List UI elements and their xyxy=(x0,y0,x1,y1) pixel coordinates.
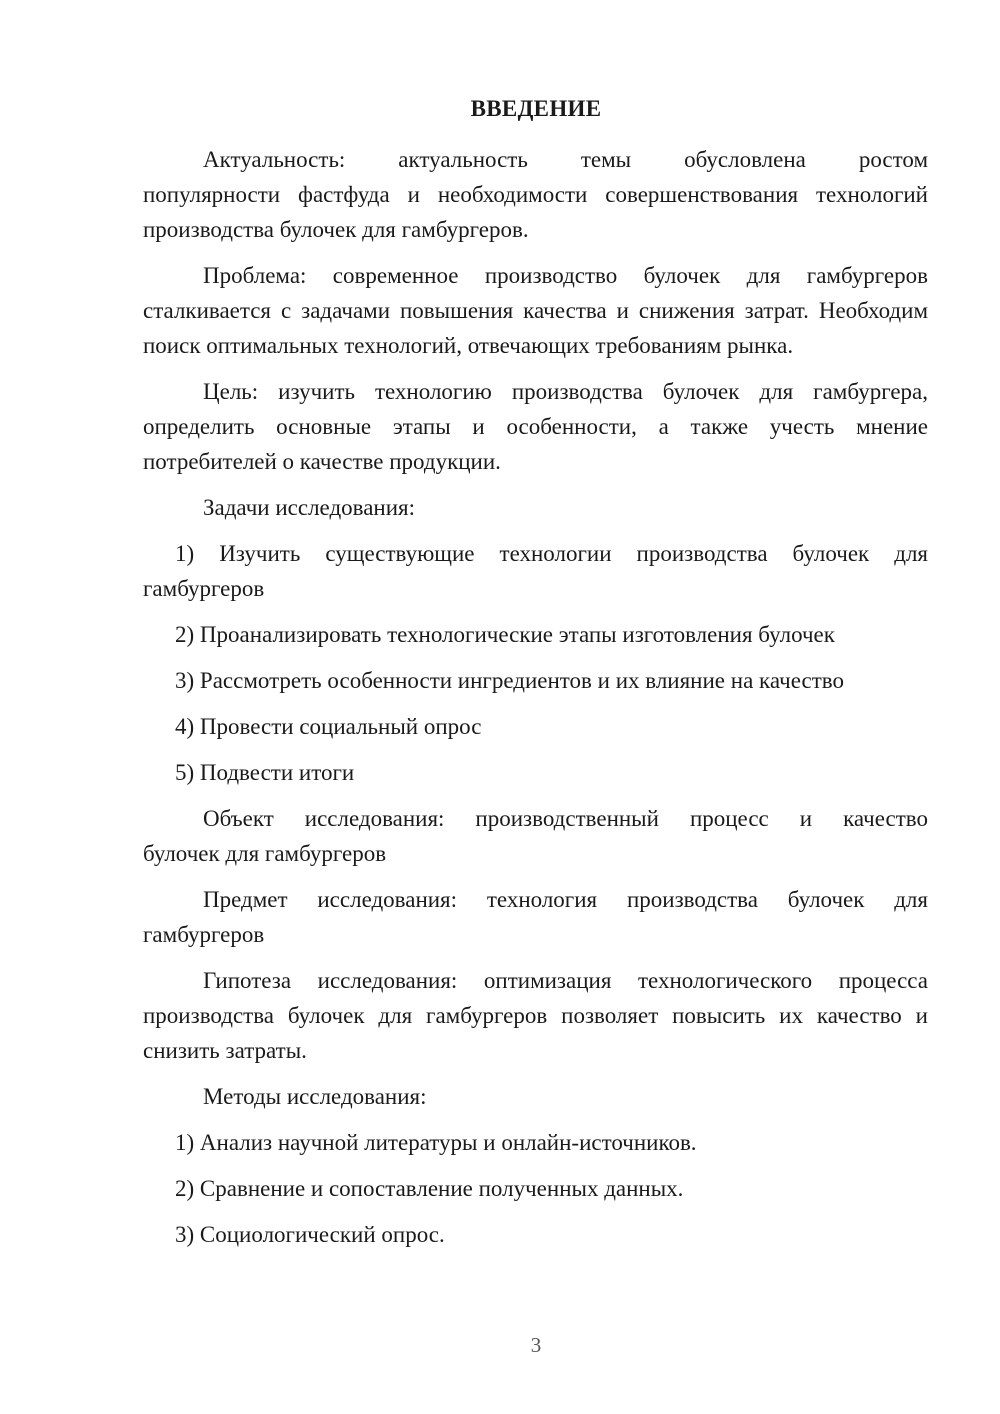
list-item: 4) Провести социальный опрос xyxy=(175,714,482,739)
list-item xyxy=(143,536,928,606)
hypothesis-paragraph: Гипотеза исследования: оптимизация технологического процесса производства булочек для гамбургеров позволяет повысить их качество и снизить затраты. xyxy=(143,968,928,1063)
list-item: 5) Подвести итоги xyxy=(175,760,355,785)
document-body xyxy=(143,142,928,1263)
object-line-2: булочек для гамбургеров xyxy=(143,841,387,866)
list-item: 1) Анализ научной литературы и онлайн-источников. xyxy=(175,1130,697,1155)
tasks-title: Задачи исследования: xyxy=(203,495,416,520)
relevance-line-1: Актуальность: актуальность темы обусловлена ростом xyxy=(203,147,928,172)
page-number: 3 xyxy=(530,1333,542,1357)
object-line-1: Объект исследования: производственный процесс и качество xyxy=(203,806,928,831)
problem-paragraph: Проблема: современное производство булочек для гамбургеров сталкивается с задачами повышения качества и снижения затрат. Необходим поиск оптимальных технологий, отвечающих требованиям рынка. xyxy=(143,263,928,358)
task-1-line-2: гамбургеров xyxy=(143,576,265,601)
subject-line-2: гамбургеров xyxy=(143,922,265,947)
list-item: 2) Сравнение и сопоставление полученных данных. xyxy=(175,1176,684,1201)
list-item: 3) Социологический опрос. xyxy=(175,1222,445,1247)
relevance-line-3: производства булочек для гамбургеров. xyxy=(143,217,529,242)
subject-paragraph xyxy=(143,882,928,952)
subject-line-1: Предмет исследования: технология производства булочек для xyxy=(203,887,928,912)
object-paragraph xyxy=(143,801,928,871)
list-item: 3) Рассмотреть особенности ингредиентов и их влияние на качество xyxy=(175,668,844,693)
goal-paragraph: Цель: изучить технологию производства булочек для гамбургера, определить основные этапы и особенности, а также учесть мнение потребителей о качестве продукции. xyxy=(143,379,928,474)
section-heading: ВВЕДЕНИЕ xyxy=(470,96,602,121)
relevance-paragraph xyxy=(143,142,928,247)
methods-title: Методы исследования: xyxy=(203,1084,427,1109)
list-item: 2) Проанализировать технологические этапы изготовления булочек xyxy=(175,622,835,647)
relevance-line-2: популярности фастфуда и необходимости совершенствования технологий xyxy=(143,182,928,207)
task-1-line-1: 1) Изучить существующие технологии производства булочек для xyxy=(175,541,928,566)
